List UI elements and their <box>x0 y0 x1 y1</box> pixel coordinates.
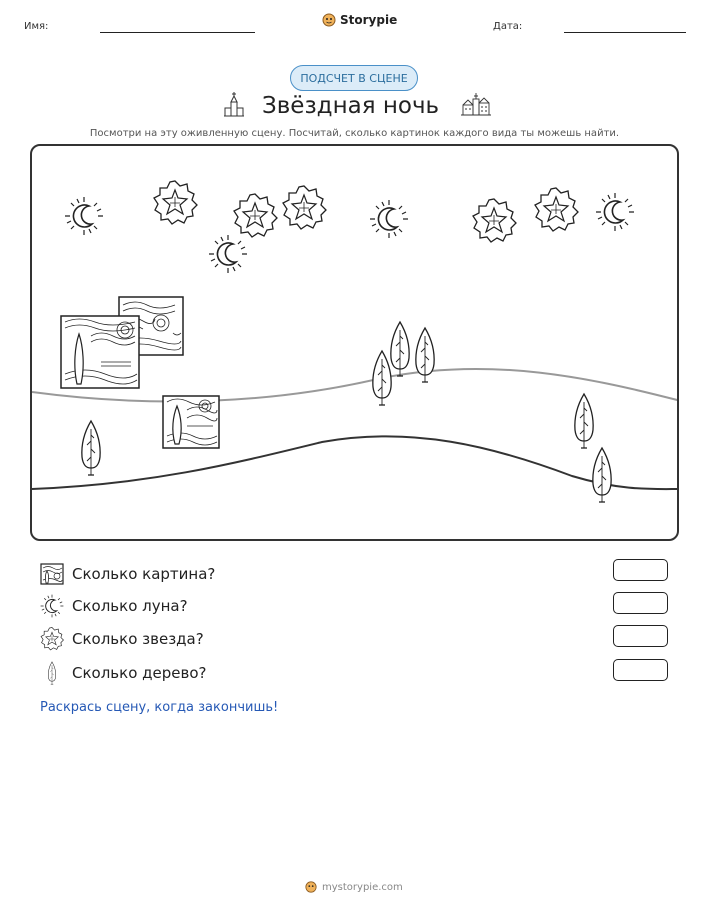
moon-1 <box>65 197 103 235</box>
village-icon <box>460 91 492 119</box>
scene-frame <box>30 144 679 541</box>
activity-badge: ПОДСЧЕТ В СЦЕНЕ <box>290 65 418 91</box>
brand-name: Storypie <box>340 13 398 27</box>
question-text: Сколько звезда? <box>72 630 204 648</box>
question-trees <box>40 661 206 685</box>
moon-3 <box>370 200 408 238</box>
storypie-mascot-icon <box>322 12 336 28</box>
answer-box-stars[interactable] <box>613 625 668 647</box>
tree-icon <box>40 661 64 685</box>
painting-3 <box>163 396 219 448</box>
moon-2 <box>209 235 247 273</box>
coloring-instruction: Раскрась сцену, когда закончишь! <box>40 700 279 715</box>
star-2 <box>234 194 277 237</box>
painting-2 <box>61 316 139 388</box>
question-moons <box>40 594 188 618</box>
answer-box-trees[interactable] <box>613 659 668 681</box>
star-1 <box>154 181 197 224</box>
instructions-subtitle: Посмотри на эту оживленную сцену. Посчитай, сколько картинок каждого вида ты можешь найти. <box>89 128 620 139</box>
tree-2 <box>373 351 391 405</box>
moon-4 <box>596 193 634 231</box>
church-icon <box>222 90 246 120</box>
star-3 <box>283 186 326 229</box>
answer-box-moons[interactable] <box>613 592 668 614</box>
name-label: Имя: <box>24 21 49 32</box>
date-label: Дата: <box>493 21 523 32</box>
brand-logo <box>322 12 397 28</box>
page-title: Звёздная ночь <box>262 93 440 119</box>
question-text: Сколько картина? <box>72 565 216 583</box>
star-icon <box>40 627 64 651</box>
scene-drawing <box>32 146 679 541</box>
footer-url[interactable]: mystorypie.com <box>322 881 403 893</box>
painting-icon <box>40 562 64 586</box>
question-stars <box>40 627 204 651</box>
moon-icon <box>40 594 64 618</box>
tree-5 <box>575 394 593 448</box>
question-text: Сколько луна? <box>72 597 188 615</box>
name-field[interactable] <box>100 32 255 33</box>
star-4 <box>473 199 516 242</box>
answer-box-paintings[interactable] <box>613 559 668 581</box>
front-hill-line <box>32 436 679 489</box>
storypie-mascot-icon <box>305 880 317 894</box>
tree-4 <box>416 328 434 382</box>
question-text: Сколько дерево? <box>72 664 207 682</box>
footer <box>305 880 403 894</box>
tree-3 <box>391 322 409 376</box>
tree-6 <box>593 448 611 502</box>
question-paintings <box>40 562 215 586</box>
star-5 <box>535 188 578 231</box>
tree-1 <box>82 421 100 475</box>
date-field[interactable] <box>564 32 686 33</box>
